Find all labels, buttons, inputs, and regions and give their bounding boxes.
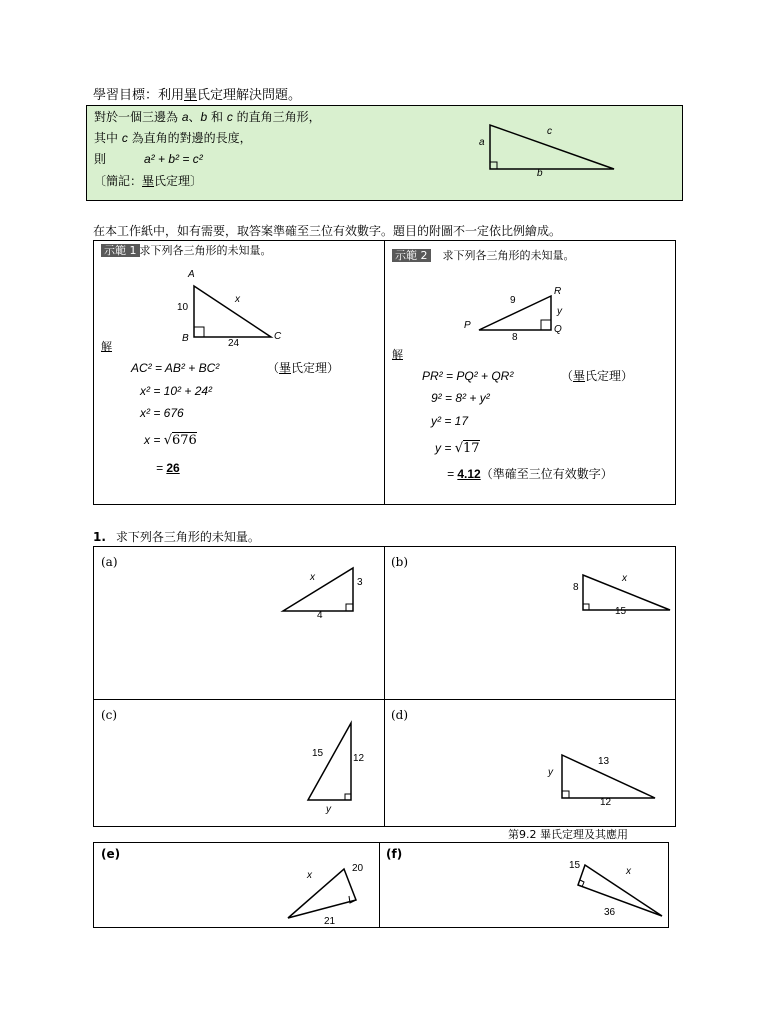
part-c-label: (c) bbox=[101, 708, 118, 722]
part-f-side-15: 15 bbox=[569, 860, 581, 871]
example-2-side-qr: y bbox=[557, 306, 562, 317]
example-2-reason: （畢氏定理） bbox=[561, 369, 634, 383]
example-1-line-2: x² = 10² + 24² bbox=[140, 384, 213, 398]
part-a-side-x: x bbox=[310, 572, 315, 583]
part-b-side-x: x bbox=[622, 573, 627, 584]
theorem-triangle-figure bbox=[87, 106, 684, 202]
part-d-side-13: 13 bbox=[598, 756, 610, 767]
theorem-side-a: a bbox=[479, 137, 485, 148]
example-1-vertex-a: A bbox=[188, 269, 195, 280]
part-b-label: (b) bbox=[391, 555, 409, 569]
part-e-side-21: 21 bbox=[324, 916, 336, 927]
question-1-heading bbox=[93, 530, 260, 544]
part-e-label: (e) bbox=[101, 847, 121, 861]
theorem-formula: a² + b² = c² bbox=[144, 152, 203, 166]
instruction-text: 在本工作紙中，如有需要，取答案準確至三位有效數字。題目的附圖不一定依比例繪成。 bbox=[93, 224, 562, 238]
part-e-side-20: 20 bbox=[352, 863, 364, 874]
part-d-side-y: y bbox=[548, 767, 553, 778]
theorem-then: 則 bbox=[94, 152, 107, 166]
example-2-answer-note: （準確至三位有效數字） bbox=[480, 467, 613, 481]
example-1-reason: （畢氏定理） bbox=[267, 361, 340, 375]
example-1-side-bc: 24 bbox=[228, 338, 240, 349]
example-1-line-4: x = √676 bbox=[144, 433, 197, 448]
part-d-label: (d) bbox=[391, 708, 409, 722]
question-1-grid-lower bbox=[93, 842, 669, 928]
part-f-label: (f) bbox=[386, 847, 403, 861]
part-a-label: (a) bbox=[101, 555, 118, 569]
theorem-note: 〔簡記：畢氏定理〕 bbox=[94, 174, 203, 188]
question-triangles bbox=[94, 547, 677, 828]
example-2-line-2: 9² = 8² + y² bbox=[431, 391, 490, 405]
question-triangles-lower bbox=[94, 843, 670, 929]
part-a-side-4: 4 bbox=[317, 610, 323, 621]
example-2-side-pq: 8 bbox=[512, 332, 518, 343]
example-1-line-1: AC² = AB² + BC² bbox=[131, 361, 220, 375]
example-2-line-1: PR² = PQ² + QR² bbox=[422, 369, 514, 383]
theorem-side-c: c bbox=[547, 126, 552, 137]
part-f-side-36: 36 bbox=[604, 907, 616, 918]
example-2-prompt: 求下列各三角形的未知量。 bbox=[442, 249, 575, 262]
part-c-side-15: 15 bbox=[312, 748, 324, 759]
part-d-side-12: 12 bbox=[600, 797, 612, 808]
theorem-line-1: 對於一個三邊為 a、b 和 c 的直角三角形， bbox=[94, 110, 321, 124]
example-1-line-3: x² = 676 bbox=[140, 406, 184, 420]
part-e-side-x: x bbox=[307, 870, 312, 881]
examples-box bbox=[93, 240, 676, 505]
question-1-prompt: 求下列各三角形的未知量。 bbox=[115, 530, 260, 544]
example-1-line-5: = 26 bbox=[156, 461, 180, 475]
example-2-side-pr: 9 bbox=[510, 295, 516, 306]
example-2-line-5: = 4.12（準確至三位有效數字） bbox=[447, 467, 613, 481]
example-2-line-4: y = √17 bbox=[435, 441, 480, 456]
part-c-side-y: y bbox=[326, 804, 331, 815]
example-1-prompt: 求下列各三角形的未知量。 bbox=[139, 244, 272, 257]
section-footer: 第9.2 畢氏定理及其應用 bbox=[508, 828, 628, 841]
question-1-grid bbox=[93, 546, 676, 827]
question-1-number: 1. bbox=[93, 530, 106, 544]
example-2-line-3: y² = 17 bbox=[431, 414, 469, 428]
example-2-vertex-p: P bbox=[464, 320, 471, 331]
example-2-vertex-q: Q bbox=[554, 324, 562, 335]
part-c-side-12: 12 bbox=[353, 753, 365, 764]
example-1-side-ac: x bbox=[235, 294, 240, 305]
example-2-answer: 4.12 bbox=[457, 467, 481, 481]
part-b-side-8: 8 bbox=[573, 582, 579, 593]
theorem-line-2: 其中 c 為直角的對邊的長度， bbox=[94, 131, 252, 145]
part-a-side-3: 3 bbox=[357, 577, 363, 588]
example-1-solution-label: 解 bbox=[101, 340, 112, 353]
example-1-vertex-b: B bbox=[182, 333, 189, 344]
example-1-tag: 示範 1 bbox=[101, 244, 140, 257]
example-1-answer: 26 bbox=[166, 461, 180, 475]
example-1-side-ab: 10 bbox=[177, 302, 189, 313]
part-f-side-x: x bbox=[626, 866, 631, 877]
theorem-box bbox=[86, 105, 683, 201]
example-2-solution-label: 解 bbox=[392, 348, 403, 361]
example-2-vertex-r: R bbox=[554, 286, 562, 297]
example-2-tag: 示範 2 bbox=[392, 249, 431, 262]
example-1-vertex-c: C bbox=[274, 331, 282, 342]
part-b-side-15: 15 bbox=[615, 606, 627, 617]
learning-objective: 學習目標：利用畢氏定理解決問題。 bbox=[93, 88, 302, 103]
theorem-side-b: b bbox=[537, 168, 543, 179]
